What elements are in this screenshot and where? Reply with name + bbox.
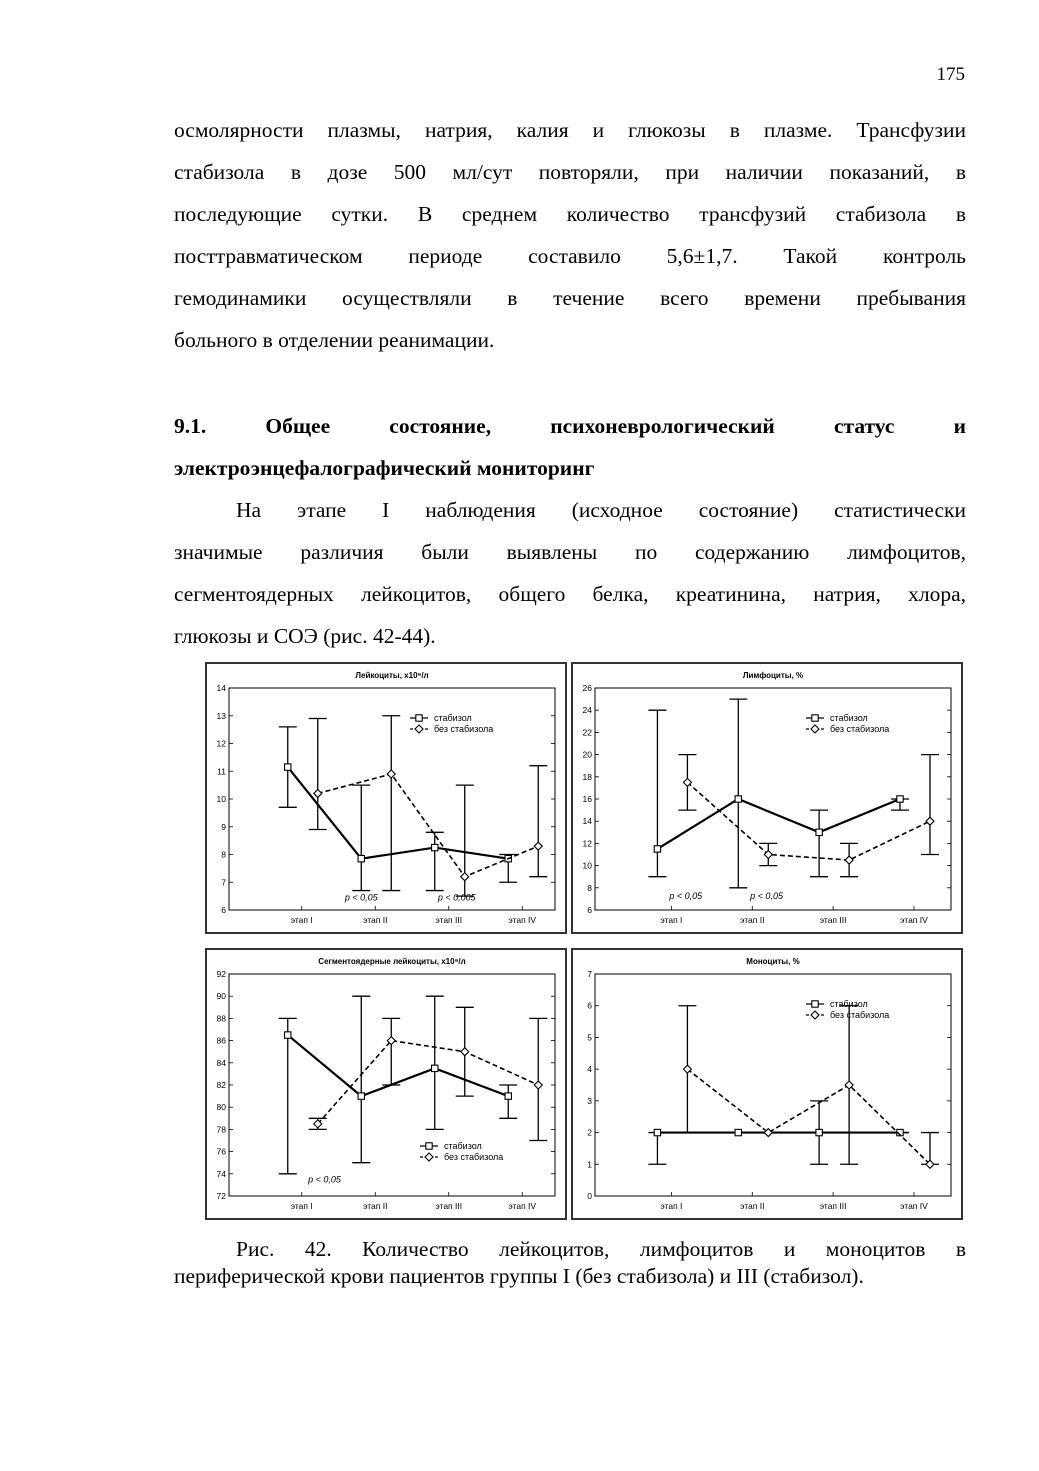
x-tick-label: этап IV xyxy=(900,1201,928,1211)
y-tick-label: 4 xyxy=(587,1064,592,1075)
y-tick-label: 9 xyxy=(221,821,226,832)
y-tick-label: 5 xyxy=(587,1032,592,1043)
data-point xyxy=(432,1065,438,1071)
chart-title: Моноциты, % xyxy=(746,957,800,966)
series-line xyxy=(687,1069,930,1164)
y-tick-label: 14 xyxy=(216,683,226,693)
y-tick-label: 12 xyxy=(582,838,592,849)
legend-label: стабизол xyxy=(434,713,472,723)
x-tick-label: этап II xyxy=(740,915,765,925)
plot-frame xyxy=(229,688,555,910)
paragraph-line: гемодинамики осуществляли в течение всего времени пребывания xyxy=(174,286,966,310)
y-tick-label: 80 xyxy=(216,1102,226,1113)
page-number: 175 xyxy=(936,64,965,85)
y-tick-label: 76 xyxy=(216,1146,226,1157)
y-tick-label: 13 xyxy=(216,710,226,721)
legend-label: без стабизола xyxy=(830,724,890,734)
y-tick-label: 0 xyxy=(587,1191,592,1201)
y-tick-label: 6 xyxy=(221,905,226,915)
y-tick-label: 2 xyxy=(587,1127,592,1138)
y-tick-label: 90 xyxy=(216,991,226,1002)
paragraph-line: значимые различия были выявлены по содержанию лимфоцитов, xyxy=(174,540,966,564)
legend-marker xyxy=(812,715,818,721)
data-point xyxy=(735,1129,741,1135)
paragraph-2 xyxy=(174,489,966,657)
heading-line: 9.1. Общее состояние, психоневрологический статус и xyxy=(174,414,966,438)
y-tick-label: 7 xyxy=(221,877,226,888)
x-tick-label: этап I xyxy=(290,915,313,925)
y-tick-label: 24 xyxy=(582,705,592,716)
data-point xyxy=(534,1081,542,1089)
legend-marker xyxy=(811,725,819,733)
x-tick-label: этап III xyxy=(435,1201,463,1211)
heading-line: электроэнцефалографический мониторинг xyxy=(174,456,595,480)
plot-frame xyxy=(595,974,951,1196)
x-tick-label: этап II xyxy=(740,1201,765,1211)
y-tick-label: 16 xyxy=(582,794,592,804)
y-tick-label: 26 xyxy=(582,683,592,693)
section-heading xyxy=(174,405,966,489)
series-line xyxy=(288,1035,509,1096)
data-point xyxy=(314,789,322,797)
caption-line: периферической крови пациентов группы I (без стабизола) и III (стабизол). xyxy=(174,1264,864,1288)
p-value-annotation: p < 0,05 xyxy=(344,892,378,903)
data-point xyxy=(735,796,741,802)
data-point xyxy=(816,829,822,835)
data-point xyxy=(461,873,469,881)
chart-lymphocytes-svg xyxy=(573,664,961,932)
data-point xyxy=(534,842,542,850)
data-point xyxy=(461,1048,469,1056)
x-tick-label: этап III xyxy=(435,915,463,925)
y-tick-label: 84 xyxy=(216,1057,226,1068)
y-tick-label: 74 xyxy=(216,1168,226,1179)
y-tick-label: 22 xyxy=(582,727,592,738)
y-tick-label: 10 xyxy=(216,794,226,804)
chart-title: Лейкоциты, x10⁹/л xyxy=(355,671,429,680)
series-line xyxy=(657,799,900,849)
data-point xyxy=(285,1032,291,1038)
legend-label: без стабизола xyxy=(444,1152,504,1162)
figure-caption xyxy=(174,1236,966,1290)
legend-marker xyxy=(415,725,423,733)
y-tick-label: 11 xyxy=(217,766,226,777)
chart-monocytes xyxy=(571,948,963,1220)
data-point xyxy=(432,844,438,850)
chart-lymphocytes xyxy=(571,662,963,934)
data-point xyxy=(358,855,364,861)
paragraph-line: глюкозы и СОЭ (рис. 42-44). xyxy=(174,624,436,648)
data-point xyxy=(926,817,934,825)
y-tick-label: 14 xyxy=(582,816,592,827)
y-tick-label: 18 xyxy=(582,771,592,782)
p-value-annotation: p < 0,05 xyxy=(308,1174,341,1185)
p-value-annotation: p < 0,05 xyxy=(750,890,783,901)
chart-leukocytes-svg xyxy=(207,664,565,932)
y-tick-label: 88 xyxy=(216,1013,226,1024)
data-point xyxy=(654,846,660,852)
caption-line: Рис. 42. Количество лейкоцитов, лимфоцитов и моноцитов в xyxy=(236,1237,966,1261)
data-point xyxy=(897,796,903,802)
y-tick-label: 20 xyxy=(582,749,592,760)
paragraph-line: больного в отделении реанимации. xyxy=(174,328,495,352)
paragraph-1 xyxy=(174,109,966,361)
data-point xyxy=(358,1093,364,1099)
y-tick-label: 8 xyxy=(221,849,226,860)
paragraph-line: последующие сутки. В среднем количество трансфузий стабизола в xyxy=(174,202,966,226)
y-tick-label: 12 xyxy=(216,738,226,749)
data-point xyxy=(387,770,395,778)
y-tick-label: 10 xyxy=(582,860,592,871)
data-point xyxy=(505,1093,511,1099)
y-tick-label: 82 xyxy=(216,1080,226,1090)
chart-monocytes-svg xyxy=(573,950,961,1218)
legend-marker xyxy=(425,1153,433,1161)
y-tick-label: 3 xyxy=(587,1095,592,1106)
series-line xyxy=(687,782,930,860)
legend-label: стабизол xyxy=(830,713,868,723)
p-value-annotation: p < 0,005 xyxy=(437,892,476,903)
series-line xyxy=(288,767,509,859)
p-value-annotation: p < 0,05 xyxy=(669,890,703,901)
chart-segmented-svg xyxy=(207,950,565,1218)
legend-marker xyxy=(426,1143,432,1149)
x-tick-label: этап IV xyxy=(508,1201,537,1211)
legend-marker xyxy=(812,1001,818,1007)
y-tick-label: 6 xyxy=(587,1000,592,1011)
x-tick-label: этап I xyxy=(660,1201,683,1211)
paragraph-line: осмолярности плазмы, натрия, калия и глюкозы в плазме. Трансфузии xyxy=(174,118,966,142)
y-tick-label: 86 xyxy=(216,1035,226,1046)
legend-marker xyxy=(416,715,422,721)
data-point xyxy=(816,1129,822,1135)
paragraph-line: сегментоядерных лейкоцитов, общего белка, креатинина, натрия, хлора, xyxy=(174,582,966,606)
x-tick-label: этап II xyxy=(363,915,388,925)
chart-leukocytes xyxy=(205,662,567,934)
data-point xyxy=(285,764,291,770)
y-tick-label: 78 xyxy=(216,1124,226,1135)
x-tick-label: этап I xyxy=(660,915,683,925)
y-tick-label: 7 xyxy=(587,969,592,979)
y-tick-label: 1 xyxy=(587,1159,592,1170)
data-point xyxy=(845,856,853,864)
x-tick-label: этап I xyxy=(290,1201,313,1211)
legend-label: без стабизола xyxy=(434,724,494,734)
legend-label: стабизол xyxy=(444,1141,482,1151)
paragraph-line: На этапе I наблюдения (исходное состояние) статистически xyxy=(236,498,966,522)
x-tick-label: этап IV xyxy=(508,915,537,925)
chart-segmented-leukocytes xyxy=(205,948,567,1220)
y-tick-label: 72 xyxy=(216,1191,226,1201)
x-tick-label: этап III xyxy=(819,1201,847,1211)
y-tick-label: 6 xyxy=(587,905,592,915)
series-line xyxy=(318,1041,539,1124)
legend-label: стабизол xyxy=(830,999,868,1009)
legend-marker xyxy=(811,1011,819,1019)
legend-label: без стабизола xyxy=(830,1010,890,1020)
x-tick-label: этап II xyxy=(363,1201,388,1211)
chart-title: Лимфоциты, % xyxy=(742,671,804,680)
y-tick-label: 92 xyxy=(216,969,226,979)
chart-title: Сегментоядерные лейкоциты, x10⁹/л xyxy=(318,957,466,966)
x-tick-label: этап III xyxy=(819,915,847,925)
paragraph-line: стабизола в дозе 500 мл/сут повторяли, при наличии показаний, в xyxy=(174,160,966,184)
data-point xyxy=(654,1129,660,1135)
y-tick-label: 8 xyxy=(587,882,592,893)
paragraph-line: посттравматическом периоде составило 5,6±1,7. Такой контроль xyxy=(174,244,966,268)
x-tick-label: этап IV xyxy=(900,915,928,925)
